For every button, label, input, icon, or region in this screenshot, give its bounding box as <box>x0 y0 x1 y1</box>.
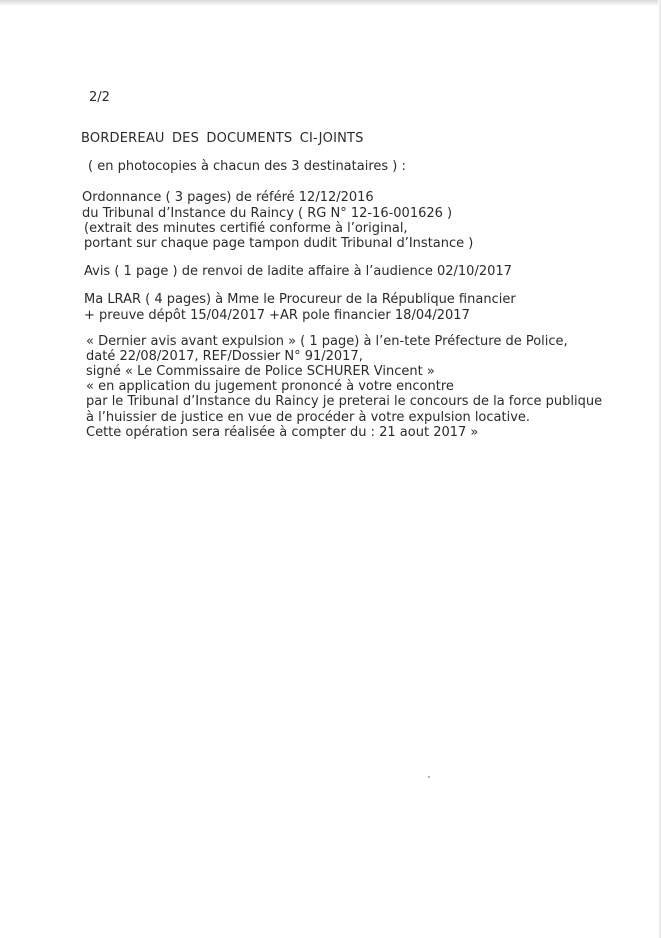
block-line: à l’huissier de justice en vue de procéder à votre expulsion locative. <box>86 410 531 425</box>
page-number: 2/2 <box>89 90 110 105</box>
block-line: Cette opération sera réalisée à compter du : 21 aout 2017 » <box>86 425 479 440</box>
block-line: « en application du jugement prononcé à votre encontre <box>86 379 454 394</box>
block-line: Ordonnance ( 3 pages) de référé 12/12/2016 <box>82 190 374 205</box>
block-line: « Dernier avis avant expulsion » ( 1 page) à l’en-tete Préfecture de Police, <box>86 334 568 349</box>
scan-speck <box>428 776 430 778</box>
block-line: par le Tribunal d’Instance du Raincy je preterai le concours de la force publique <box>86 394 603 409</box>
block-line: + preuve dépôt 15/04/2017 +AR pole financier 18/04/2017 <box>84 308 470 323</box>
block-line: Avis ( 1 page ) de renvoi de ladite affaire à l’audience 02/10/2017 <box>84 264 512 279</box>
scan-top-edge <box>0 0 661 6</box>
block-line: (extrait des minutes certifié conforme à l’original, <box>84 221 408 236</box>
block-line: portant sur chaque page tampon dudit Tribunal d’Instance ) <box>84 236 474 251</box>
document-subheading: ( en photocopies à chacun des 3 destinataires ) : <box>88 159 406 174</box>
block-line: du Tribunal d’Instance du Raincy ( RG N° 12-16-001626 ) <box>82 206 453 221</box>
block-line: signé « Le Commissaire de Police SCHURER Vincent » <box>86 364 435 379</box>
block-line: daté 22/08/2017, REF/Dossier N° 91/2017, <box>86 349 363 364</box>
block-line: Ma LRAR ( 4 pages) à Mme le Procureur de la République financier <box>84 292 516 307</box>
document-heading: BORDEREAU DES DOCUMENTS CI-JOINTS <box>81 131 364 146</box>
